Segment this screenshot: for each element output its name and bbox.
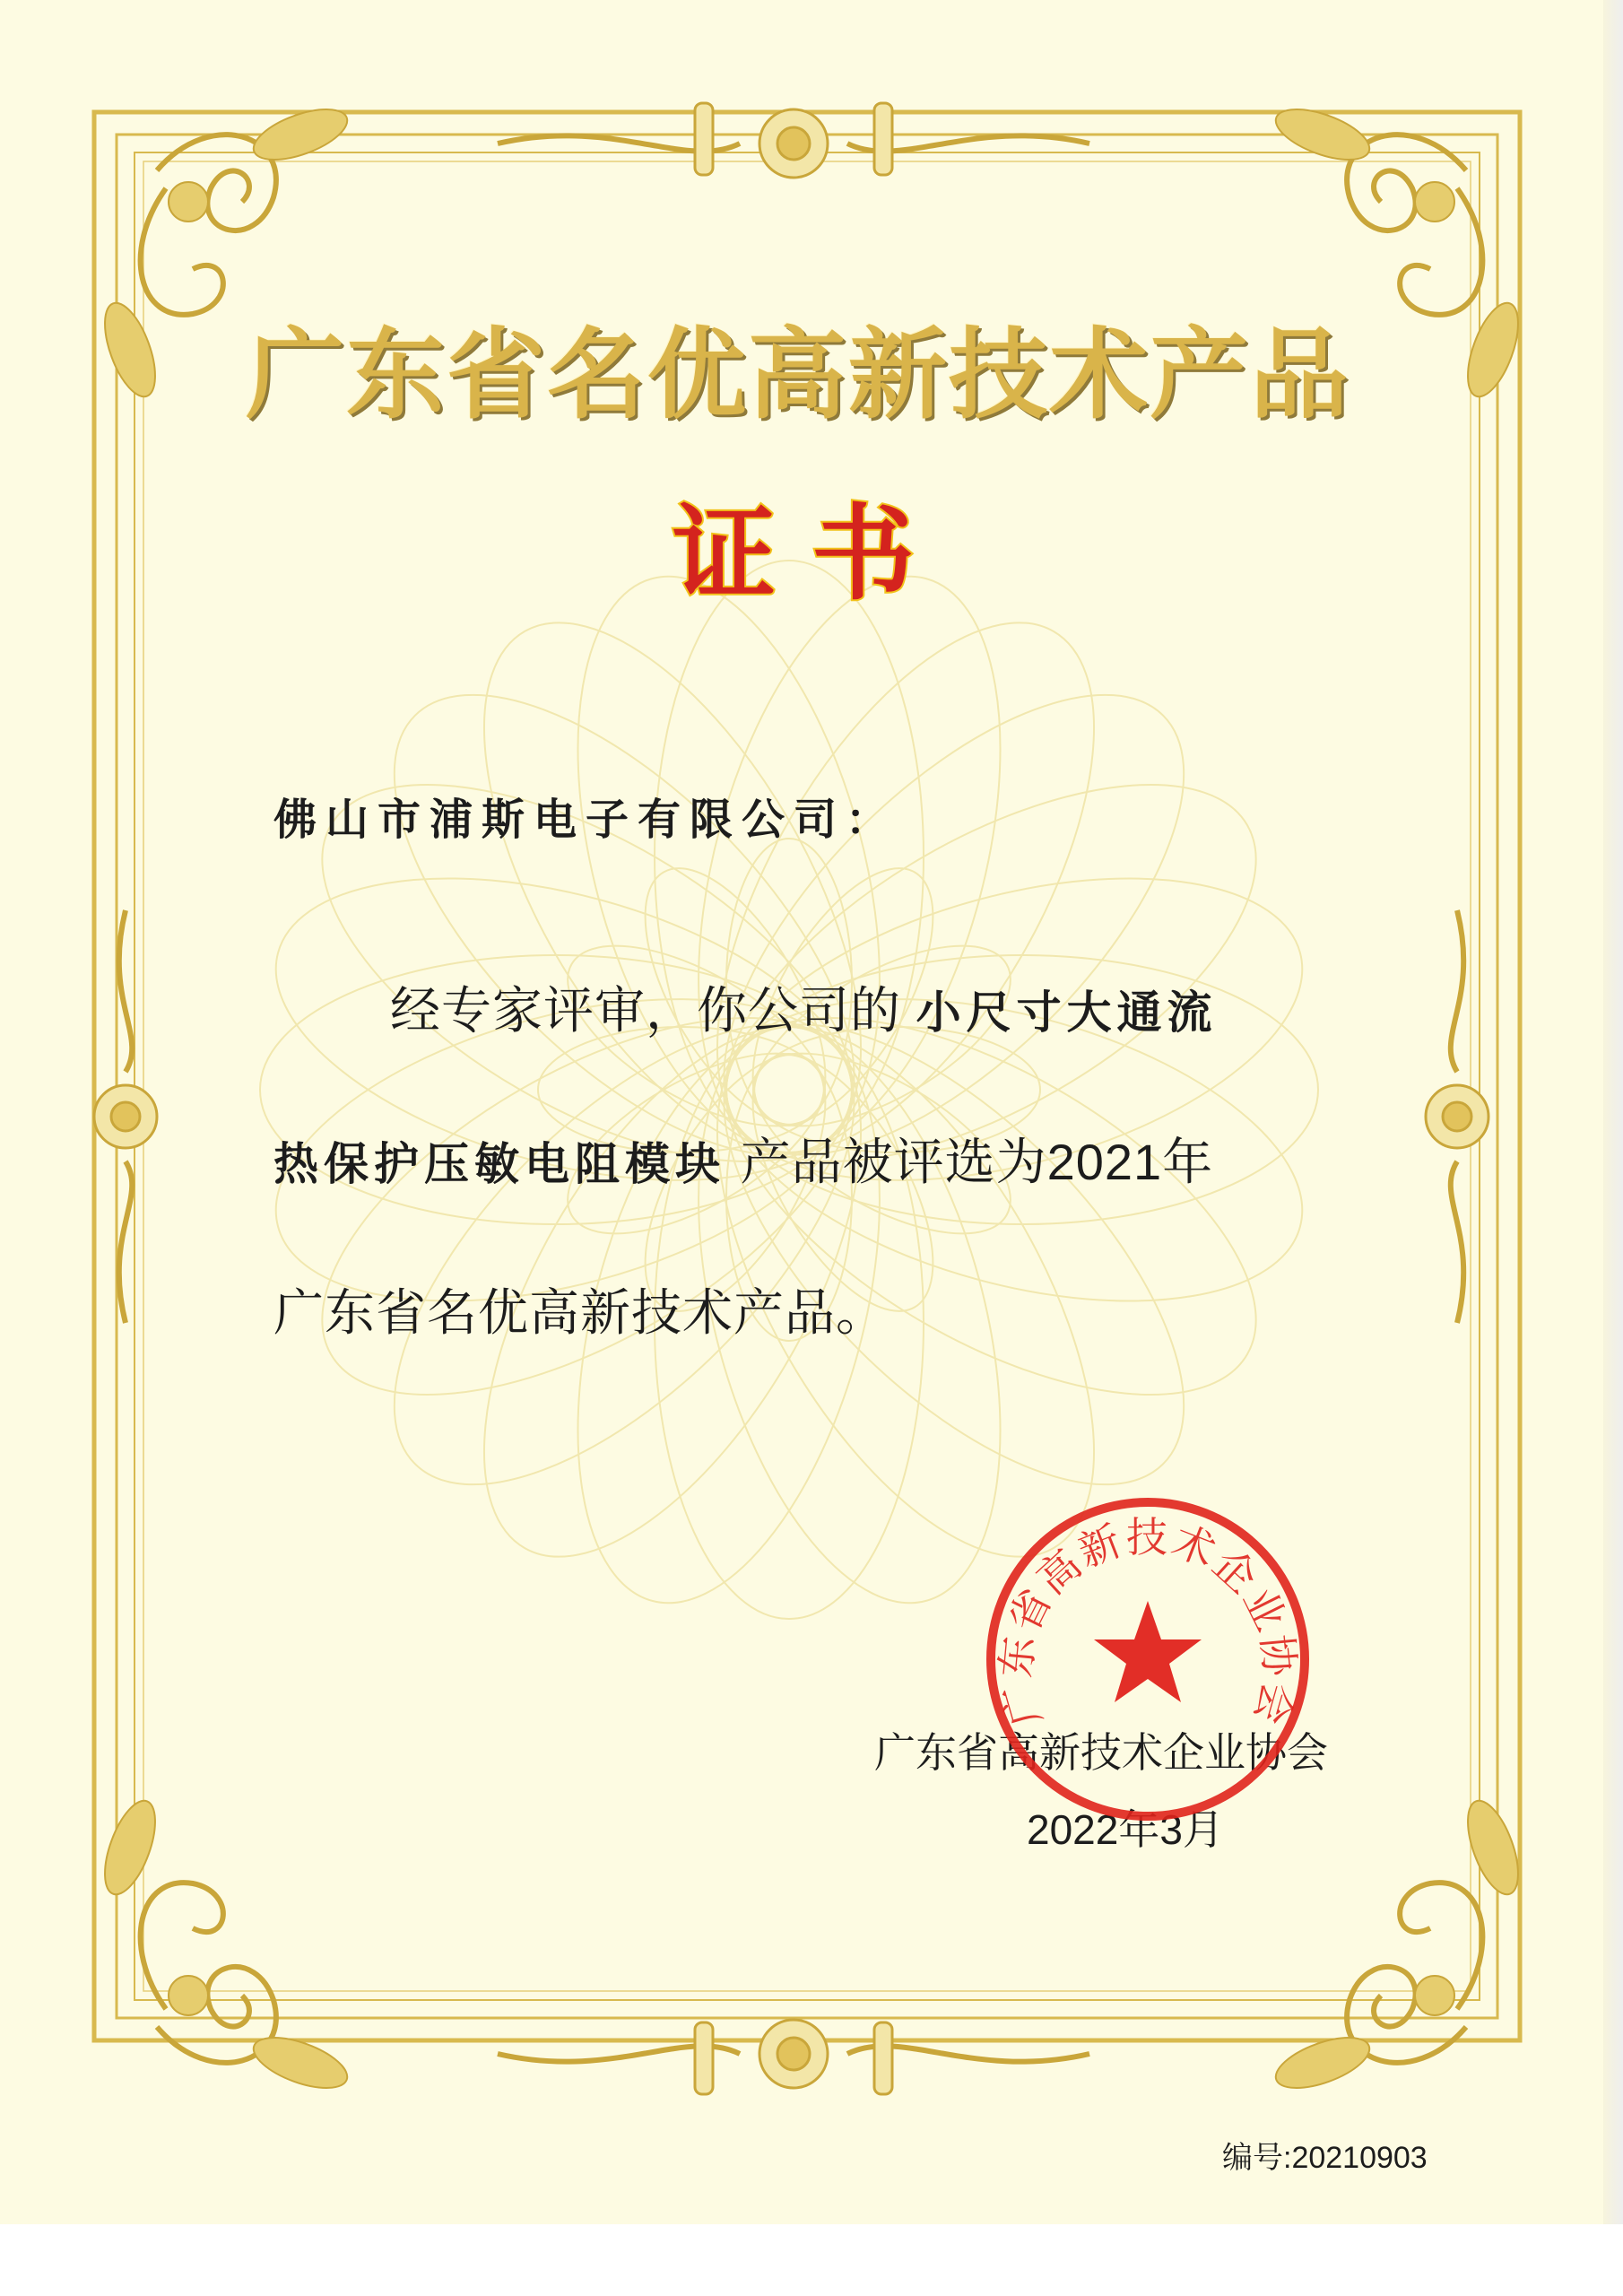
red-star-icon <box>1094 1601 1202 1702</box>
body-line-1-prefix: 经专家评审，你公司的 <box>390 982 901 1039</box>
certificate-title: 广东省名优高新技术产品 <box>246 317 1350 432</box>
scan-margin <box>0 2224 1623 2296</box>
svg-text:广东省高新技术企业协会: 广东省高新技术企业协会 <box>991 1513 1305 1732</box>
body-line-2 <box>273 1123 1213 1195</box>
issuer-name: 广东省高新技术企业协会 <box>874 1729 1328 1776</box>
body-line-3: 广东省名优高新技术产品。 <box>273 1284 887 1341</box>
official-seal <box>977 1489 1318 1830</box>
product-name-part-2: 热保护压敏电阻模块 <box>273 1137 725 1190</box>
recipient-name: 佛山市浦斯电子有限公司： <box>273 795 898 845</box>
certificate-number: 编号:20210903 <box>1222 2141 1428 2175</box>
body-line-2-suffix: 产品被评选为2021年 <box>740 1134 1214 1190</box>
body-line-1 <box>390 971 1218 1043</box>
certificate-subtitle: 证书 <box>672 493 950 614</box>
guilloche-pattern <box>243 544 1334 1635</box>
product-name-part-1: 小尺寸大通流 <box>916 986 1218 1039</box>
issue-date: 2022年3月 <box>1027 1806 1224 1853</box>
